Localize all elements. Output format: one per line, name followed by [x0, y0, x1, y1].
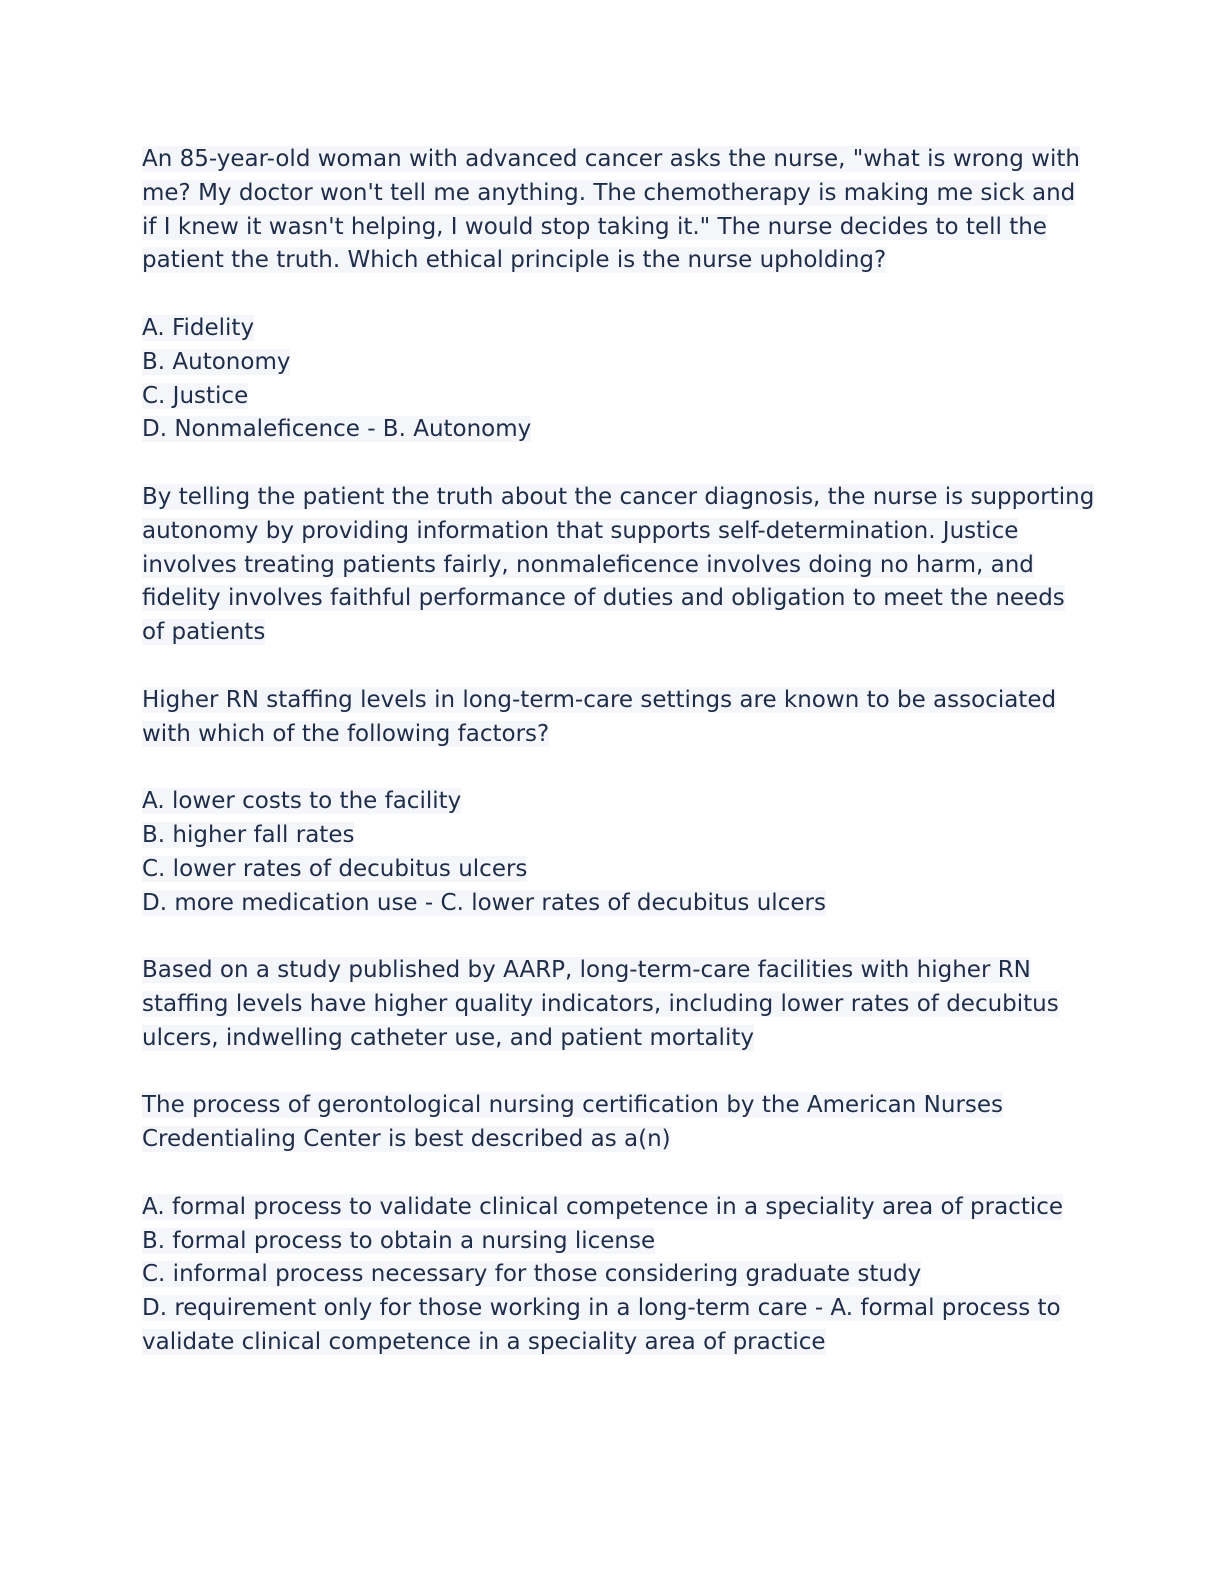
answer-options-1	[142, 312, 1082, 447]
text-line: patient the truth. Which ethical principle is the nurse upholding?	[142, 247, 887, 274]
text-line: Credentialing Center is best described as a(n)	[142, 1126, 671, 1153]
option-b: B. formal process to obtain a nursing license	[142, 1227, 656, 1254]
text-line: ulcers, indwelling catheter use, and patient mortality	[142, 1024, 754, 1051]
option-a: A. lower costs to the facility	[142, 788, 462, 815]
option-d-with-answer: D. Nonmaleficence - B. Autonomy	[142, 416, 532, 443]
text-line: validate clinical competence in a speciality area of practice	[142, 1328, 826, 1355]
text-line: Higher RN staffing levels in long-term-care settings are known to be associated	[142, 686, 1057, 713]
option-c: C. Justice	[142, 382, 249, 409]
text-line: with which of the following factors?	[142, 720, 550, 747]
question-3	[142, 1089, 1082, 1157]
document-page	[142, 143, 1095, 1393]
text-line: An 85-year-old woman with advanced cancer asks the nurse, "what is wrong with	[142, 146, 1080, 172]
text-line: of patients	[142, 619, 266, 646]
text-line: involves treating patients fairly, nonmaleficence involves doing no harm, and	[142, 551, 1034, 578]
option-a: A. formal process to validate clinical competence in a speciality area of practice	[142, 1193, 1064, 1220]
option-c: C. lower rates of decubitus ulcers	[142, 855, 528, 882]
answer-options-3	[142, 1191, 1082, 1360]
text-line: autonomy by providing information that supports self-determination. Justice	[142, 517, 1019, 544]
option-c: C. informal process necessary for those considering graduate study	[142, 1261, 922, 1288]
rationale-1	[142, 481, 1095, 650]
option-d-with-answer: D. more medication use - C. lower rates of decubitus ulcers	[142, 889, 826, 916]
answer-options-2	[142, 785, 1082, 920]
text-line: me? My doctor won't tell me anything. The chemotherapy is making me sick and	[142, 179, 1076, 206]
question-1	[142, 143, 1082, 278]
text-line: fidelity involves faithful performance of duties and obligation to meet the needs	[142, 585, 1065, 612]
text-line: if I knew it wasn't helping, I would stop taking it." The nurse decides to tell the	[142, 213, 1047, 240]
option-b: B. higher fall rates	[142, 821, 355, 848]
text-line: By telling the patient the truth about the cancer diagnosis, the nurse is supporting	[142, 483, 1095, 510]
question-2	[142, 684, 1082, 752]
option-a: A. Fidelity	[142, 314, 255, 341]
option-b: B. Autonomy	[142, 348, 291, 375]
text-line: staffing levels have higher quality indicators, including lower rates of decubitus	[142, 990, 1059, 1017]
text-line: Based on a study published by AARP, long-term-care facilities with higher RN	[142, 957, 1031, 984]
rationale-2	[142, 954, 1082, 1055]
text-line: The process of gerontological nursing certification by the American Nurses	[142, 1092, 1004, 1119]
option-d-with-answer: D. requirement only for those working in a long-term care - A. formal process to	[142, 1295, 1061, 1322]
